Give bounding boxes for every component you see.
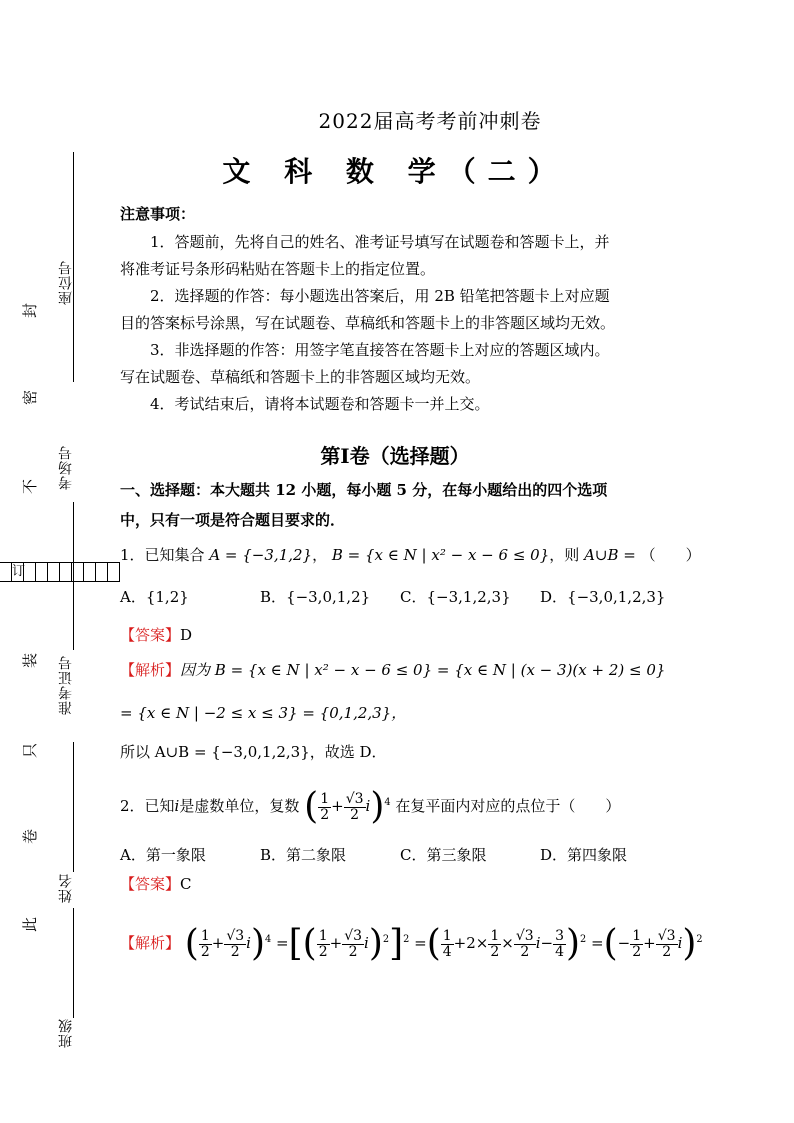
seal-char-bu: 不 [21,478,40,495]
seat-number-label: 座位号 [58,260,74,305]
notice-line-6: 写在试题卷、草稿纸和答题卡上的非答题区域均无效。 [120,368,481,386]
notice-line-7: 4．考试结束后，请将本试题卷和答题卡一并上交。 [150,395,490,413]
seal-char-ding: 订 [12,564,26,579]
q1-analysis-2: = {x ∈ N | −2 ≤ x ≤ 3} = {0,1,2,3}， [120,704,407,722]
exam-room-label: 考场号 [58,445,74,490]
binding-line-3 [73,742,74,872]
seal-char-zhi: 只 [21,742,40,759]
exam-title: 2022届高考考前冲刺卷 [318,109,542,133]
notice-heading: 注意事项： [120,205,196,223]
notice-line-3: 2．选择题的作答：每小题选出答案后，用 2B 铅笔把答题卡上对应题 [150,287,610,305]
analysis-expression: ( $\frac{1}{2}$ + $\frac{√3}{2}$ i)$^4$ =[( $\frac{1}{2}$ + $\frac{√3}{2}$ i)$^2$]$^2$ =( $\frac{1}{4}$ +2× $\frac{1}{2}$ × $\frac{√3}{2}$ i− $\frac{3}{4}$ )$^2$ =(− $\frac{1}{2}$ + $\frac{√3}{2}$ i)$^2$ [184,923,703,964]
q1-analysis-3: 所以 A∪B = {−3,0,1,2,3}，故选 D． [120,743,387,761]
q2-answer: 【答案】C [120,875,192,893]
q1-option-c: C．{−3,1,2,3} [400,588,511,606]
set-b: B = {x ∈ N | x² − x − 6 ≤ 0} [331,546,550,564]
complex-expression: ( $\frac{1}{2}$ + $\frac{√3}{2}$ i)$^4$ [304,786,391,827]
notice-line-1: 1．答题前，先将自己的姓名、准考证号填写在试题卷和答题卡上，并 [150,233,610,251]
q1-analysis-1: 【解析】因为 B = {x ∈ N | x² − x − 6 ≤ 0} = {x ∈ N | (x − 3)(x + 2) ≤ 0} [120,661,666,679]
section-intro-1: 一、选择题：本大题共 12 小题，每小题 5 分，在每小题给出的四个选项 [120,481,608,499]
binding-line-4 [73,908,74,1018]
q2-analysis [120,918,703,966]
q2-option-a: A．第一象限 [120,846,206,864]
section-intro-2: 中，只有一项是符合题目要求的． [120,511,346,529]
q2-option-d: D．第四象限 [540,846,628,864]
admission-number-label: 准考证号 [58,655,74,715]
seal-char-feng: 封 [21,302,40,319]
q1-answer: 【答案】D [120,626,193,644]
seal-grid [0,562,120,582]
question-1-stem: 1．已知集合 A = {−3,1,2}， B = {x ∈ N | x² − x − 6 ≤ 0}，则 A∪B = （ ） [120,546,701,564]
name-label: 姓名 [58,873,74,903]
notice-line-2: 将准考证号条形码粘贴在答题卡上的指定位置。 [120,260,436,278]
seal-char-mi: 密 [21,389,40,406]
answer-tag: 【答案】 [120,626,181,644]
analysis-tag: 【解析】 [120,661,181,679]
notice-line-5: 3．非选择题的作答：用签字笔直接答在答题卡上对应的答题区域内。 [150,341,610,359]
question-2-stem: 2．已知i是虚数单位，复数 ( $\frac{1}{2}$ + $\frac{√3}{2}$ i)$^4$ 在复平面内对应的点位于（ ） [120,786,621,827]
analysis-tag: 【解析】 [120,934,181,952]
q1-option-d: D．{−3,0,1,2,3} [540,588,666,606]
q2-option-b: B．第二象限 [260,846,347,864]
q2-option-c: C．第三象限 [400,846,487,864]
q1-option-b: B．{−3,0,1,2} [260,588,371,606]
q1-option-a: A．{1,2} [120,588,189,606]
union: A∪B = [584,546,636,564]
notice-line-4: 目的答案标号涂黑，写在试题卷、草稿纸和答题卡上的非答题区域均无效。 [120,314,616,332]
answer-tag: 【答案】 [120,875,181,893]
exam-subtitle: 文 科 数 学（二） [222,155,568,188]
seal-char-juan: 卷 [21,828,40,845]
seal-char-zhuang: 装 [21,652,40,669]
class-label: 班级 [58,1018,74,1048]
set-a: A = {−3,1,2} [209,546,313,564]
seal-char-ci: 此 [21,916,40,933]
section-title: 第Ⅰ卷（选择题） [320,444,470,468]
